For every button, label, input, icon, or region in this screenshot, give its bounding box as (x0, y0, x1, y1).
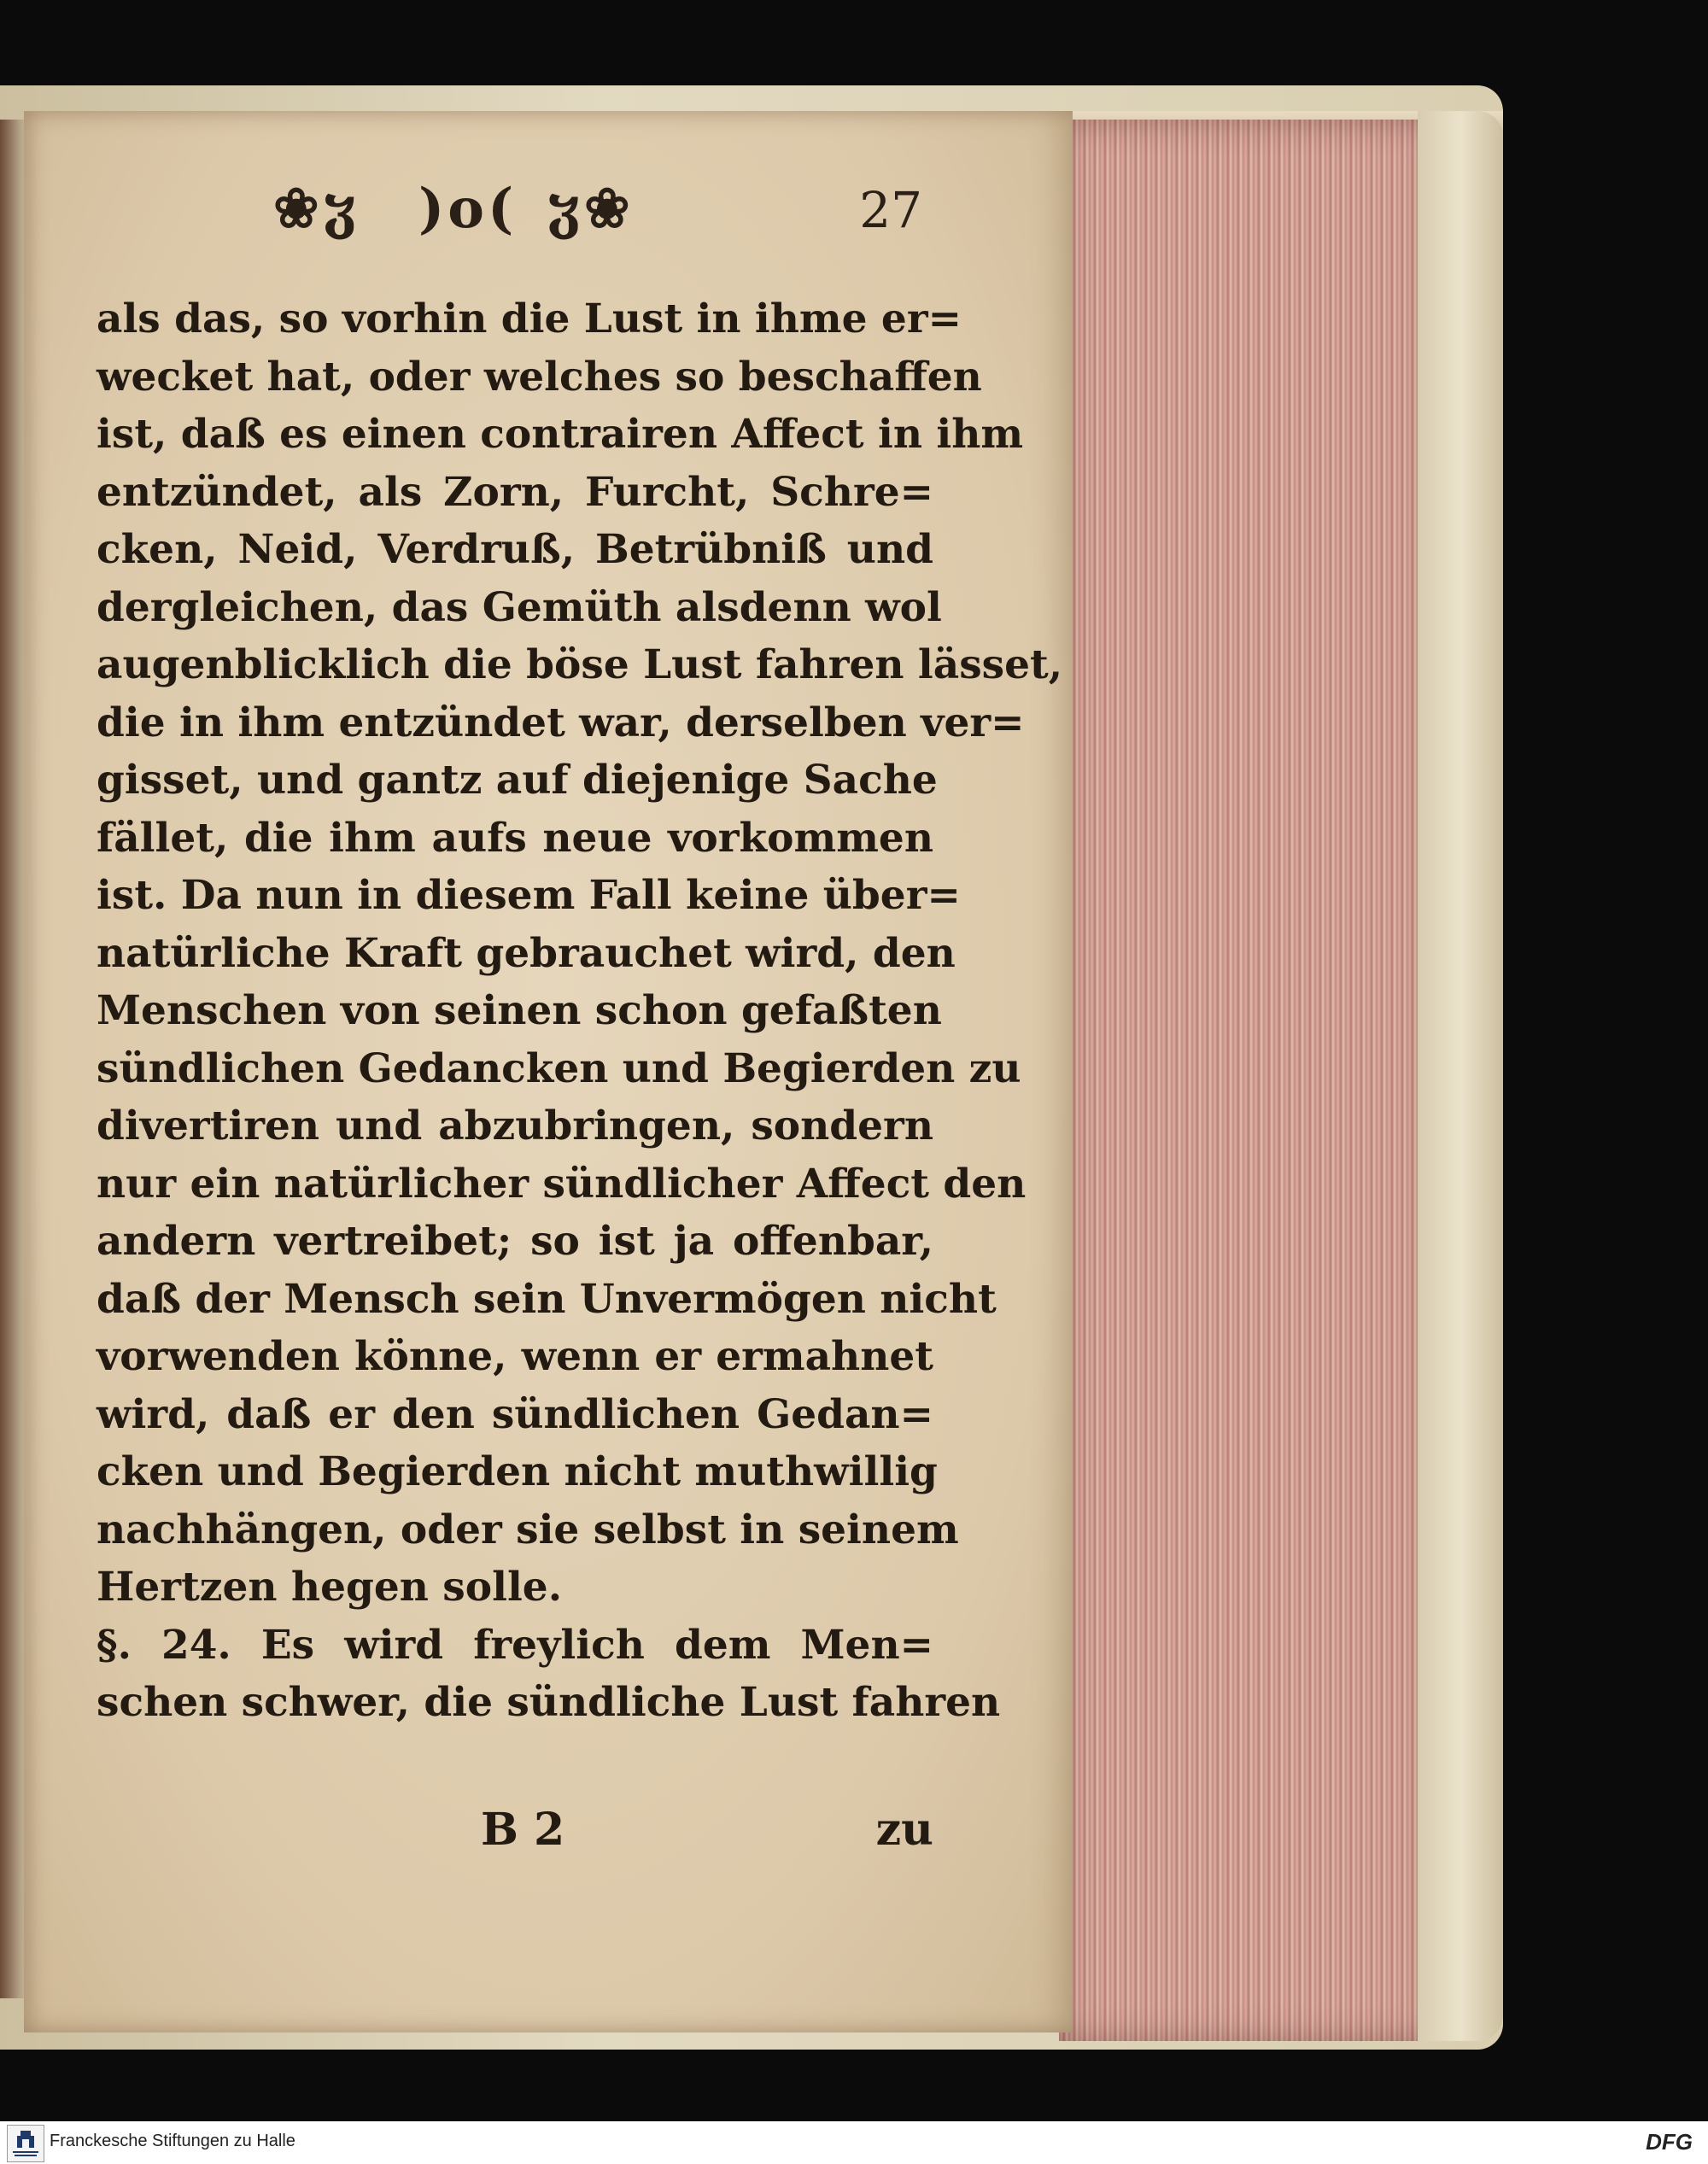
dfg-logo: DFG (1646, 2129, 1693, 2155)
running-head (273, 175, 922, 243)
ornament-center: )o( (418, 177, 518, 241)
text-line: nur ein natürlicher sündlicher Affect den (97, 1160, 1027, 1208)
text-line: natürliche Kraft gebrauchet wird, den (97, 929, 956, 977)
page-footer (97, 1804, 933, 1863)
text-line: cken und Begierden nicht muthwillig (97, 1448, 938, 1495)
viewer-footer-bar (0, 2121, 1708, 2164)
cover-right-edge (1418, 111, 1503, 2041)
signature-mark: B 2 (481, 1804, 565, 1856)
text-line: wird, daß er den sündlichen Gedan= (97, 1390, 933, 1438)
text-line: vorwenden könne, wenn er ermahnet (97, 1333, 933, 1380)
institution-logo-icon (7, 2125, 44, 2162)
text-line: Hertzen hegen solle. (97, 1564, 563, 1611)
text-line: nachhängen, oder sie selbst in seinem (97, 1506, 959, 1553)
text-line: fället, die ihm aufs neue vorkommen (97, 814, 933, 862)
text-line: augenblicklich die böse Lust fahren lässet, (97, 641, 1063, 688)
text-line: sündlichen Gedancken und Begierden zu (97, 1044, 1021, 1092)
text-line: die in ihm entzündet war, derselben ver= (97, 699, 1025, 746)
text-line: wecket hat, oder welches so beschaffen (97, 353, 982, 401)
text-line: ist. Da nun in diesem Fall keine über= (97, 872, 961, 919)
text-line: divertiren und abzubringen, sondern (97, 1102, 933, 1149)
text-line: cken, Neid, Verdruß, Betrübniß und (97, 526, 933, 573)
text-line: Menschen von seinen schon gefaßten (97, 987, 942, 1034)
book-page (24, 111, 1073, 2032)
text-line: ist, daß es einen contrairen Affect in ihm (97, 411, 1024, 458)
text-line: schen schwer, die sündliche Lust fahren (97, 1679, 1001, 1726)
text-line: daß der Mensch sein Unvermögen nicht (97, 1275, 997, 1323)
text-line: als das, so vorhin die Lust in ihme er= (97, 295, 962, 342)
text-line: entzündet, als Zorn, Furcht, Schre= (97, 468, 933, 516)
section-start-line: §. 24. Es wird freylich dem Men= (97, 1621, 933, 1669)
page-number: 27 (859, 181, 922, 239)
body-text (97, 290, 1063, 1732)
text-line: gisset, und gantz auf diejenige Sache (97, 757, 938, 804)
page-edges-red (1059, 120, 1435, 2041)
ornament-right: ჳ❀ (547, 177, 634, 241)
catchword: zu (875, 1804, 933, 1856)
text-line: andern vertreibet; so ist ja offenbar, (97, 1218, 933, 1265)
institution-name: Franckesche Stiftungen zu Halle (50, 2132, 295, 2150)
text-line: dergleichen, das Gemüth alsdenn wol (97, 583, 942, 631)
ornament-left: ❀ჳ (273, 177, 360, 241)
